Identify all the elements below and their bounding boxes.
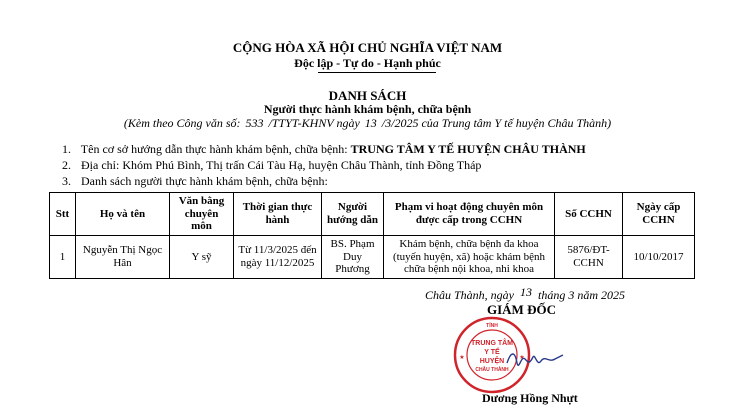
info-item-list [62, 174, 328, 189]
svg-text:CHÂU THÀNH: CHÂU THÀNH [475, 367, 509, 373]
facility-name: TRUNG TÂM Y TẾ HUYỆN CHÂU THÀNH [350, 142, 586, 156]
national-motto: Độc lập - Tự do - Hạnh phúc [294, 56, 441, 70]
document-subtitle: Người thực hành khám bệnh, chữa bệnh [263, 102, 472, 116]
attach-suffix: /3/2025 của Trung tâm Y tế huyện Châu Thành) [381, 116, 612, 130]
svg-text:HUYỆN: HUYỆN [479, 358, 505, 365]
attachment-reference [0, 116, 735, 131]
motto-underline [318, 72, 436, 73]
info-item-number: 1. [62, 142, 71, 156]
cell-name: Nguyễn Thị Ngọc Hân [76, 236, 170, 279]
column-header-license-number: Số CCHN [555, 193, 623, 236]
practitioner-table [49, 192, 695, 279]
cell-degree: Y sỹ [170, 236, 234, 279]
cell-scope: Khám bệnh, chữa bệnh đa khoa (tuyến huyện, xã) hoặc khám bệnh chữa bệnh nội khoa, nhi khoa [384, 236, 555, 279]
signing-day: 13 [520, 285, 533, 299]
cell-license-date: 10/10/2017 [623, 236, 695, 279]
column-header-degree: Văn bằng chuyên môn [170, 193, 234, 236]
attach-mid: /TTYT-KHNV ngày [268, 116, 360, 130]
cell-period: Từ 11/3/2025 đến ngày 11/12/2025 [234, 236, 322, 279]
signer-role: GIÁM ĐỐC [487, 302, 556, 317]
signer-name: Dương Hồng Nhựt [482, 391, 578, 405]
column-header-name: Họ và tên [76, 193, 170, 236]
attach-prefix: (Kèm theo Công văn số: [123, 116, 241, 130]
svg-text:TRUNG TÂM: TRUNG TÂM [471, 340, 513, 347]
signing-place: Châu Thành, ngày [425, 288, 515, 302]
cell-license-number: 5876/ĐT-CCHN [555, 236, 623, 279]
column-header-license-date: Ngày cấp CCHN [623, 193, 695, 236]
cell-supervisor: BS. Phạm Duy Phương [322, 236, 384, 279]
cell-stt: 1 [50, 236, 76, 279]
svg-text:★: ★ [459, 355, 465, 361]
info-item-address [62, 158, 481, 173]
info-item-label: Tên cơ sở hướng dẫn thực hành khám bệnh, chữa bệnh: [80, 142, 348, 156]
info-item-facility [62, 142, 586, 157]
info-item-label: Danh sách người thực hành khám bệnh, chữa bệnh: [81, 174, 328, 188]
table-header-row [50, 193, 695, 236]
signing-month-year: tháng 3 năm 2025 [538, 288, 626, 302]
svg-text:Y TẾ: Y TẾ [484, 349, 500, 356]
svg-text:TỈNH: TỈNH [486, 323, 498, 329]
info-item-number: 3. [62, 174, 71, 188]
column-header-period: Thời gian thực hành [234, 193, 322, 236]
attach-number: 533 [245, 116, 264, 130]
info-item-label: Địa chỉ: Khóm Phú Bình, Thị trấn Cái Tàu Hạ, huyện Châu Thành, tỉnh Đồng Tháp [81, 158, 482, 172]
svg-text:★: ★ [519, 355, 525, 361]
column-header-supervisor: Người hướng dẫn [322, 193, 384, 236]
national-title: CỘNG HÒA XÃ HỘI CHỦ NGHĨA VIỆT NAM [232, 40, 503, 55]
table-row [50, 236, 695, 279]
handwritten-signature [505, 345, 565, 375]
column-header-stt: Stt [50, 193, 76, 236]
attach-day: 13 [364, 116, 377, 130]
signing-date [425, 285, 626, 303]
column-header-scope: Phạm vi hoạt động chuyên môn được cấp trong CCHN [384, 193, 555, 236]
info-item-number: 2. [62, 158, 71, 172]
document-title: DANH SÁCH [328, 88, 407, 103]
